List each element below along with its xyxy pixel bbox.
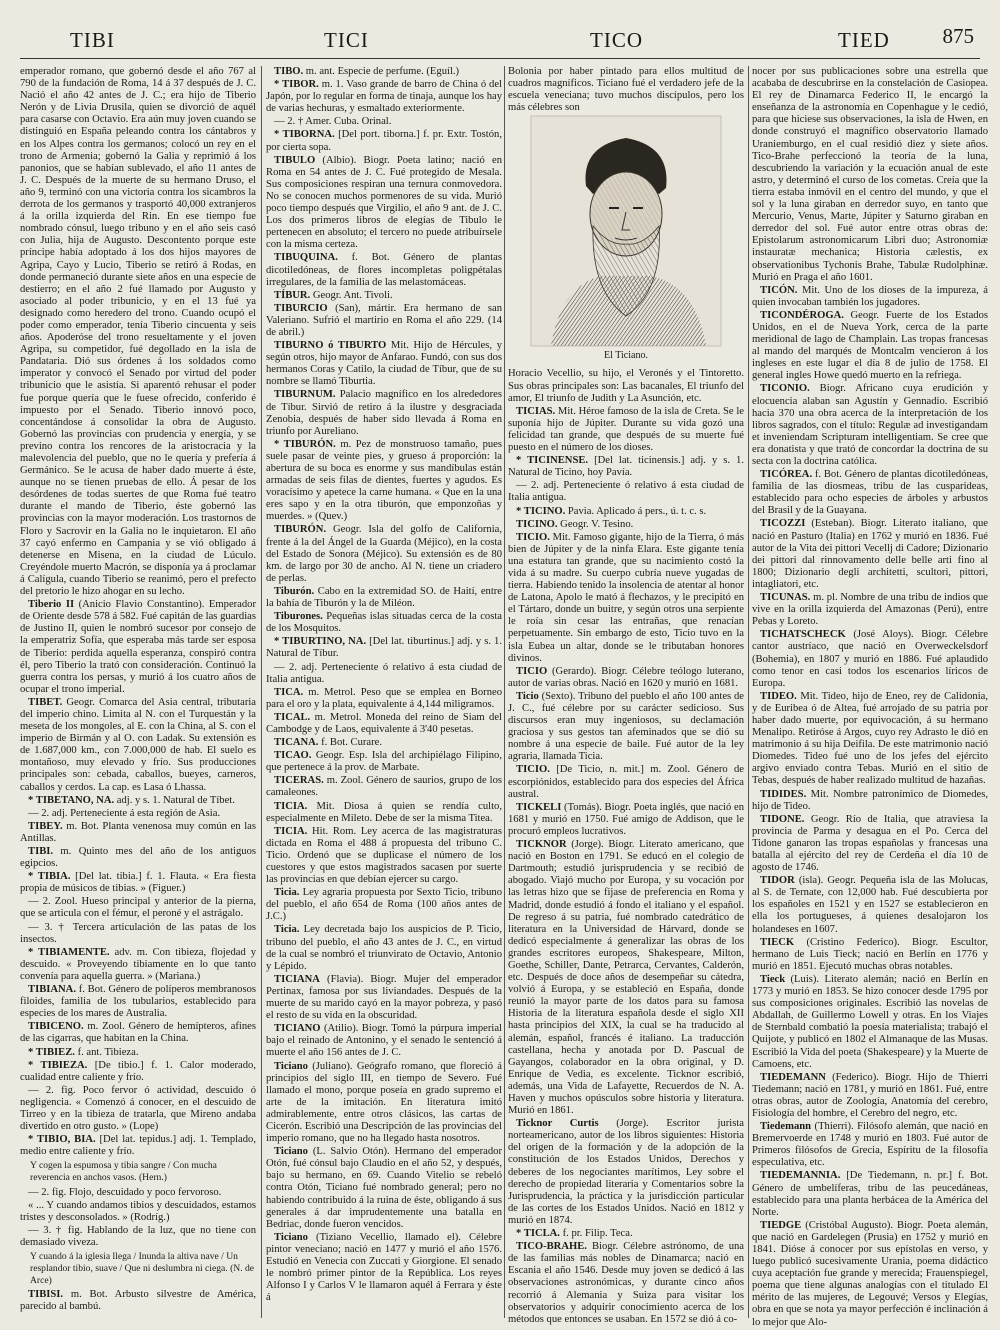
- entry-headword: TIDOR: [760, 875, 795, 887]
- dictionary-entry: [266, 924, 502, 972]
- dictionary-entry: [752, 629, 988, 689]
- entry-headword: TICONIO.: [760, 383, 810, 395]
- entry-headword: TIBURCIO: [274, 302, 328, 314]
- dictionary-entry: [266, 252, 502, 288]
- entry-headword: TICUNAS.: [760, 592, 811, 604]
- dictionary-entry: [266, 1232, 502, 1305]
- text-column-1: [20, 66, 256, 1316]
- entry-headword: TIBIANA.: [28, 984, 76, 996]
- dictionary-entry: [266, 66, 502, 78]
- entry-text: m. Bot. Planta venenosa muy común en las Antillas.: [20, 820, 256, 844]
- entry-text: Geogr. Fuerte de los Estados Unidos, en el de Nueva York, cerca de la parte meridional de lago de Champlain. Las tropas francesas al mando del marqués de Montcalm vencieron á los ingleses en este lugar el día 8 de julio de 1758. El general ingles Howe quedó muerto en la refriega.: [752, 309, 988, 382]
- dictionary-entry: [752, 469, 988, 517]
- dictionary-entry: [20, 1047, 256, 1059]
- dictionary-entry: [508, 406, 744, 454]
- entry-text: f. ant. Tibieza.: [74, 1046, 139, 1058]
- entry-text: [De tibio.] f. 1. Calor moderado, cualidad entre caliente y frío.: [20, 1059, 257, 1083]
- entry-headword: TICIO.: [516, 764, 550, 776]
- entry-text: — 2. fig. Poco fervor ó actividad, descuido ó negligencia. « Comenzó á conocer, en el descuido de Tirreo y en la tibieza de tratarla, que Mireno andaba divertido en otro gusto. » (Lope): [20, 1084, 256, 1133]
- entry-headword: TICANA.: [274, 737, 319, 749]
- entry-headword: * TICINO.: [516, 505, 566, 517]
- entry-text: (Tomás). Biogr. Poeta inglés, que nació en 1681 y murió en 1750. Fué amigo de Addison, que le procuró empleos lucrativos.: [508, 801, 744, 837]
- entry-headword: TIBULO: [274, 154, 316, 166]
- entry-headword: TICINO.: [516, 518, 558, 530]
- entry-text: m. Bot. Arbusto silvestre de América, parecido al bambú.: [20, 1289, 256, 1313]
- dictionary-entry: [508, 506, 744, 518]
- entry-text: (Cristóbal Augusto). Biogr. Poeta alemán, que nació en Gardelegen (Prusia) en 1752 y murió en 1841. Dióse á conocer por sus epístolas en verso, y luego publicó sucesivamente Urania, poema didáctico cuya aceptación fue grande y merecida; Frauenspiegel, poema que tiene algunas analogías con el titulado El mérito de las mujeres, de Legouvé; Versos y Elegías, obra en que se nota ya mayor perfección é inclinación á lo mejor que Alo-: [752, 1219, 988, 1328]
- entry-headword: TIDEO.: [760, 690, 797, 702]
- entry-text: Geogr. V. Tesino.: [557, 518, 634, 530]
- entry-text: (Albio). Biogr. Poeta latino; nació en Roma en 54 antes de J. C. Fué protegido de Mesala. Sus composiciones respiran una ternura conmovedora. No se conocen muchos pormenores de su vida. Murió poco tiempo después que Virgilio, el año 9 ant. de J. C. Los dos primeros libros de elegías de Tibulo le pertenecen en absoluto; el tercero no puede atribuírsele con la misma certeza.: [266, 154, 502, 251]
- dictionary-entry: [20, 1289, 256, 1313]
- page-header: [0, 0, 1000, 62]
- entry-headword: TIBURNUM.: [274, 389, 336, 401]
- dictionary-entry: [30, 1160, 256, 1184]
- dictionary-entry: [508, 691, 744, 764]
- entry-text: Mit. Nombre patronímico de Diomedes, hijo de Tideo.: [752, 788, 988, 812]
- dictionary-entry: [508, 66, 744, 114]
- guide-word-3: TICO: [590, 28, 643, 52]
- entry-text: m. Pez de monstruoso tamaño, pues suele pasar de veinte pies, y grueso á proporción: la abertura de su boca es enorme y sus mandíbulas están armadas de seis filas de dientes, fuertes y agudos. Es voracísimo y apetece la carne humana. « Que en la una eres sapo y en la otra tiburón, que emponzoñas y muerdes. » (Quev.): [266, 438, 502, 523]
- dictionary-entry: [20, 896, 256, 920]
- entry-text: [Del port. tiborna.] f. pr. Extr. Tostón, por cierta sopa.: [266, 129, 502, 153]
- entry-headword: TICKNOR: [516, 839, 567, 851]
- entry-text: — 2. adj. Perteneciente ó relativo á esta ciudad de Italia antigua.: [508, 480, 744, 504]
- entry-text: (Sexto). Tribuno del pueblo el año 100 antes de J. C., fué célebre por su carácter sedicioso. Sus discursos eran muy ingeniosos, su declamación graciosa y sus gestos tan afeminados que se dió su nombre á una especie de baile. Fué autor de la ley agraria, llamada Ticia.: [508, 690, 744, 763]
- dictionary-entry: [266, 712, 502, 736]
- entry-headword: Tiburón.: [274, 585, 315, 597]
- dictionary-entry: [20, 1225, 256, 1249]
- dictionary-entry: [20, 1134, 256, 1158]
- entry-text: Geogr. Isla del golfo de California, frente á la del Ángel de la Guarda (Méjico), en la costa del Estado de Sonora (Méjico). Su extensión es de 80 km. de largo por 30 de ancho. Al N. tiene un criadero de perlas.: [266, 524, 502, 584]
- dictionary-entry: [508, 519, 744, 531]
- entry-headword: TICIA.: [274, 800, 308, 812]
- entry-text: (Flavia). Biogr. Mujer del emperador Pertinax, famosa por sus liviandades. Después de la muerte de su marido cayó en la mayor pobreza, y pasó el resto de su vida en la obscuridad.: [266, 973, 502, 1022]
- entry-headword: TIBET.: [28, 696, 63, 708]
- entry-text: — 3. † fig. Hablando de la luz, que no tiene con demasiado viveza.: [20, 1224, 256, 1248]
- dictionary-entry: [20, 922, 256, 946]
- entry-text: Y cogen la espumosa y tibia sangre / Con mucha reverencia en anchos vasos. (Hern.): [30, 1160, 217, 1184]
- entry-headword: TICA.: [274, 686, 304, 698]
- text-column-4: [752, 66, 988, 1328]
- entry-text: Y cuando á la iglesia llega / Inunda la altiva nave / Un resplandor tibio, suave / Que ni deslumbra ni ciega. (N. de Arce): [30, 1251, 255, 1287]
- dictionary-entry: [752, 875, 988, 935]
- dictionary-entry: [20, 599, 256, 696]
- entry-headword: TIDONE.: [760, 813, 805, 825]
- entry-headword: Ticia.: [274, 924, 300, 936]
- entry-headword: TIEDEMANNIA.: [760, 1170, 841, 1182]
- figure-caption: El Ticiano.: [604, 350, 648, 362]
- entry-headword: TIEDEMANN: [760, 1071, 826, 1083]
- entry-text: (Jorge). Escritor jurista norteamericano, autor de los libros siguientes: Historia del origen de la formación y de la adopción de la constitución de los Estados Unidos, Derechos y deberes de los negociantes marítimos, Ley sobre el derecho de propiedad literaria y Comentarios sobre la Jurisprudencia, la práctica y la jurisdicción particular de las cortes de los Estados Unidos. Nació en 1812 y murió en 1874.: [508, 1118, 744, 1226]
- column-divider: [748, 66, 749, 1318]
- entry-text: Ley decretada bajo los auspicios de P. Ticio, tribuno del pueblo, el año 43 antes de J. C., en virtud de la cual se nombró el triunvirato de Octavio, Antonio y Lépido.: [266, 924, 502, 972]
- entry-text: nocer por sus publicaciones sobre una estrella que acababa de descubrirse en la constelación de Casiopea. El rey de Dinamarca Federico II, le encargó la enseñanza de la astronomía en Copenhague y le cedió, para que hiciese sus observaciones, la isla de Hwen, en donde construyó el magnífico observatorio llamado Uraniemburgo, en el cual residió diez y siete años. Tico-Brahe perfeccionó la teoría de la luna, descubriendo la variación y la ecuación anual de este astro, y determinó el curso de los cometas. Creía que la tierra estaba inmóvil en el centro del mundo, y que el sol y la luna giraban en derredor suyo, en tanto que Mercurio, Venus, Marte, Júpiter y Saturno giraban en derredor del sol. Fué autor entre otras obras de: Epistolarum astronomicarum Libri duo; Astronomiæ instauratæ mechanica; Historia cælestis, ex observationibus Tychonis Brahe, Tabulæ Rudolphinæ. Murió en Praga el año 1601.: [752, 66, 988, 283]
- entry-text: Biogr. Célebre astrónomo, de una de las familias más nobles de Dinamarca; nació en Escania el año 1546. Desde muy joven se dedicó á las observaciones astronómicas, y durante cinco años recorrió á Alemania y Suiza para visitar los observatorios y adquirir conocimiento acerca de los métodos que entonces se usaban. En 1572 se dió á co-: [508, 1241, 744, 1325]
- entry-headword: TICÓREA.: [760, 469, 813, 481]
- dictionary-entry: [20, 66, 256, 598]
- guide-word-4: TIED: [838, 28, 890, 52]
- entry-headword: TIBI.: [28, 846, 54, 857]
- dictionary-entry: [508, 839, 744, 1117]
- entry-text: Palacio magnífico en los alrededores de Tíbur. Sirvió de retiro á la ilustre y desgraciada Zenobia, después de haber sido llevada á Roma en triunfo por Aureliano.: [266, 389, 502, 437]
- dictionary-entry: [20, 1200, 256, 1224]
- dictionary-entry: [508, 764, 744, 800]
- entry-headword: TICERAS.: [274, 775, 324, 787]
- entry-text: Geogr. Río de Italia, que atraviesa la provincia de Parma y desagua en el Po. Cerca del Tidone ganaron las tropas españolas y francesas una batalla al ejército del rey de Cerdeña el día 10 de agosto de 1746.: [752, 813, 988, 874]
- entry-headword: TICIA.: [274, 825, 308, 837]
- entry-headword: Ticknor Curtis: [516, 1118, 599, 1130]
- dictionary-entry: [266, 389, 502, 437]
- dictionary-entry: [266, 290, 502, 302]
- entry-text: [Del lat. ticinensis.] adj. y s. 1. Natural de Ticino, hoy Pavía.: [508, 455, 744, 479]
- dictionary-entry: [266, 340, 502, 388]
- entry-headword: TICÓN.: [760, 284, 798, 296]
- entry-headword: * TIBURÓN.: [274, 438, 336, 450]
- page-number: 875: [942, 24, 974, 48]
- entry-text: Mit. Famoso gigante, hijo de la Tierra, ó más bien de Júpiter y de la ninfa Elara. Este gigante tenía una estatura tan grande, que su nacimiento costó la vida á su madre. Su cuerpo cubría nueve yugadas de tierra. Habiendo tenido la insolencia de atentar al honor de Latona, Apolo le mató á flechazos, y le precipitó en el Tártaro, donde un buitre, y según otros una serpiente le roía sin cesar las entrañas, que renacían perpetuamente. Sin embargo de esto, Ticio tuvo en la isla Eubea un altar, donde se le tributaban honores divinos.: [508, 531, 744, 664]
- dictionary-entry: [266, 116, 502, 128]
- entry-text: Mit. Héroe famoso de la isla de Creta. Se le suponía hijo de Júpiter. Durante su vida gozó una felicidad tan grande, que después de su muerte fué puesto en el número de los dioses.: [508, 405, 744, 454]
- entry-text: f. Bot. Género de plantas dicotiledóneas, familia de las diosmeas, tribu de las cusparideas, establecido para ocho especies de árboles y arbustos del Brasil y de la Guayana.: [752, 469, 988, 517]
- entry-text: — 2. adj. Perteneciente ó relativo á esta ciudad de Italia antigua.: [266, 661, 502, 685]
- dictionary-entry: [508, 455, 744, 479]
- entry-text: (isla). Geogr. Pequeña isla de las Molucas, al S. de Ternate, con 12,000 hab. Fué descubierta por los españoles en 1521 y en 1527 se establecieron en ella los portugueses, á quienes desalojaron los holandeses en 1607.: [752, 875, 988, 935]
- entry-text: Horacio Vecellio, su hijo, el Veronés y el Tintoretto. Sus obras principales son: Las bacanales, El triunfo del amor, El triunfo de Judith y La Asunción, etc.: [508, 368, 744, 404]
- dictionary-entry: [508, 1228, 744, 1240]
- entry-headword: TICAL.: [274, 711, 311, 723]
- entry-text: Pavia. Aplicado á pers., ú. t. c. s.: [565, 505, 707, 517]
- entry-headword: * TIBETANO, NA.: [28, 794, 115, 806]
- entry-text: f. Bot. Curare.: [318, 737, 383, 749]
- entry-text: m. pl. Nombre de una tribu de indios que vive en la orilla izquierda del Amazonas (Perú), entre Pebas y Loreto.: [752, 592, 988, 628]
- dictionary-entry: [266, 1061, 502, 1146]
- dictionary-entry: [266, 155, 502, 252]
- entry-text: — 2. adj. Perteneciente á esta región de Asia.: [28, 807, 221, 819]
- entry-headword: Tieck: [760, 973, 786, 985]
- entry-text: [De Ticio, n. mit.] m. Zool. Género de escorpiónidos, establecido para dos especies del África austral.: [508, 764, 744, 800]
- entry-text: [Del lat. tepidus.] adj. 1. Templado, medio entre caliente y frío.: [20, 1134, 257, 1158]
- entry-text: Biogr. Africano cuya erudición y elocuencia alaban san Agustín y Gennadio. Escribió hacia 370 una obra acerca de la interpretación de los libros sagrados, con el título: Regulæ ad investigandam et inveniendam Scripturam intelligentiam. Se cree que era donatista y que trató de concordar la doctrina de su secta con la doctrina católica.: [752, 383, 988, 467]
- column-divider: [504, 66, 505, 1318]
- dictionary-entry: [20, 1085, 256, 1133]
- dictionary-entry: [266, 1146, 502, 1231]
- entry-headword: TIBICENO.: [28, 1021, 84, 1033]
- entry-headword: TIDIDES.: [760, 788, 807, 800]
- entry-text: Pequeñas islas situadas cerca de la costa de los Mosquitos.: [266, 611, 502, 635]
- entry-headword: TICIO.: [516, 531, 550, 543]
- dictionary-entry: [752, 518, 988, 591]
- dictionary-entry: [266, 687, 502, 711]
- dictionary-entry: [20, 821, 256, 845]
- dictionary-entry: [20, 947, 256, 983]
- dictionary-entry: [752, 285, 988, 309]
- dictionary-entry: [20, 871, 256, 895]
- entry-text: (Thierri). Filósofo alemán, que nació en Bremervoerde en 1748 y murió en 1803. Fué autor de Primeros filósofos de Grecia, Espíritu de la filosofía especulativa, etc.: [752, 1121, 988, 1169]
- text-column-3: [508, 66, 744, 1325]
- entry-text: m. ant. Especie de perfume. (Eguíl.): [303, 66, 460, 77]
- dictionary-entry: [266, 662, 502, 686]
- entry-text: m. 1. Vaso grande de barro de China ó del Japón, por lo regular en forma de tinaja, aunque los hay de varias hechuras, y esmaltado exteriormente.: [266, 79, 502, 115]
- entry-text: (Juliano). Geógrafo romano, que floreció á principios del siglo III, en tiempo de Severo. Fué llamado el mono, porque poseía en grado supremo el arte de la imitación. En literatura imitó admirablemente, entre otros clásicos, las cartas de Cicerón. Escribió una Descripción de las provincias del imperio romano, que no ha llegado hasta nosotros.: [266, 1060, 502, 1145]
- entry-text: (José Aloys). Biogr. Célebre cantor austríaco, que nació en Overweckelsdorf (Bohemia), en 1807 y murió en 1886. Fué aplaudido como tenor en casi todos los escenarios líricos de Europa.: [752, 629, 988, 689]
- entry-headword: TICIAS.: [516, 405, 556, 417]
- entry-text: « ... Y cuando andamos tibios y descuidados, estamos tristes y desconsolados. » (Rodríg.): [20, 1199, 256, 1223]
- dictionary-entry: [752, 1220, 988, 1329]
- entry-headword: TIEDGE: [760, 1219, 802, 1231]
- entry-headword: TICKELI: [516, 801, 562, 813]
- entry-headword: * TIBIEZ.: [28, 1046, 75, 1058]
- dictionary-entry: [752, 937, 988, 973]
- dictionary-entry: [752, 383, 988, 468]
- portrait-figure: [508, 116, 744, 346]
- dictionary-entry: [752, 974, 988, 1071]
- entry-headword: Ticia.: [274, 887, 300, 899]
- dictionary-entry: [266, 611, 502, 635]
- entry-headword: * TIBIO, BIA.: [28, 1134, 96, 1146]
- entry-headword: TICOZZI: [760, 518, 806, 530]
- entry-text: Geogr. Ant. Tivoli.: [310, 289, 393, 301]
- entry-text: (San), mártir. Era hermano de san Valeriano. Sufrió el martirio en Roma el año 229. (14 de abril.): [266, 302, 502, 338]
- entry-text: Geogr. Esp. Isla del archipiélago Filipino, que pertenece á la prov. de Marbate.: [266, 750, 502, 774]
- dictionary-entry: [508, 1118, 744, 1227]
- entry-headword: Ticiano: [274, 1146, 308, 1158]
- dictionary-entry: [266, 79, 502, 115]
- dictionary-entry: [266, 439, 502, 524]
- entry-headword: TICIANO: [274, 1023, 321, 1035]
- dictionary-entry: [20, 1021, 256, 1045]
- entry-headword: TIBURNO ó TIBURTO: [274, 340, 387, 352]
- dictionary-entry: [20, 1187, 256, 1199]
- dictionary-entry: [508, 1241, 744, 1326]
- column-divider: [261, 66, 262, 1318]
- entry-text: [Del lat. tiburtinus.] adj. y s. 1. Natural de Tíbur.: [266, 636, 502, 660]
- entry-text: f. Bot. Género de plantas dicotiledóneas, de flores incompletas poligpétalas irregulares, de la familia de las melastomáceas.: [266, 252, 502, 288]
- entry-text: f. pr. Filip. Teca.: [559, 1228, 633, 1240]
- entry-text: (L. Salvio Otón). Hermano del emperador Otón, fué cónsul bajo Claudio en el año 52, y después, bajo su hermano, en 69. Cuando Vitelio se rebeló contra Otón, Ticiano fué nombrado general; pero no habiendo contribuido á la ruina de éste, obligando á sus generales á dar imprudentemente una batalla en Bedriac, donde fueron vencidos.: [266, 1146, 502, 1230]
- entry-headword: TIBISI.: [28, 1289, 64, 1301]
- dictionary-entry: [752, 691, 988, 788]
- entry-headword: TICO-BRAHE.: [516, 1241, 587, 1253]
- dictionary-entry: [266, 636, 502, 660]
- dictionary-entry: [266, 129, 502, 153]
- dictionary-entry: [266, 801, 502, 825]
- entry-text: m. Metrol. Peso que se emplea en Borneo para el oro y la plata, equivalente á 4,144 miligramos.: [266, 686, 502, 710]
- entry-headword: TIBEY.: [28, 820, 63, 832]
- entry-text: Ley agraria propuesta por Sexto Ticio, tribuno del pueblo, el año 654 de Roma (100 años antes de J.C.): [266, 887, 502, 923]
- entry-headword: * TIBOR.: [274, 79, 319, 91]
- entry-headword: TICONDÉROGA.: [760, 309, 844, 321]
- dictionary-entry: [752, 310, 988, 383]
- entry-text: m. Metrol. Moneda del reino de Siam del Cambodge y de Laos, equivalente á 3'40 pesetas.: [266, 711, 502, 735]
- entry-text: f. Bot. Género de políperos membranosos filoides, familia de los tubularios, establecido para especies de los mares de Australia.: [20, 984, 256, 1020]
- dictionary-entry: [508, 802, 744, 838]
- dictionary-entry: [508, 532, 744, 665]
- entry-headword: Ticiano: [274, 1231, 308, 1243]
- entry-text: — 2. † Amer. Cuba. Orinal.: [274, 116, 392, 128]
- text-column-2: [266, 66, 502, 1316]
- entry-text: — 2. Zool. Hueso principal y anterior de la pierna, que se articula con el fémur, el peroné y el astrágalo.: [20, 896, 256, 920]
- entry-text: Hit. Rom. Ley acerca de las magistraturas dictada en Roma el 488 á propuesta del tribuno C. Ticio. Ordenó que se duplicase el número de los cuestores y que estos magistrados sacasen por suerte las provincias en que debían ejercer su cargo.: [266, 825, 502, 886]
- entry-headword: TIBUQUINA.: [274, 252, 338, 264]
- entry-text: — 2. fig. Flojo, descuidado y poco fervoroso.: [28, 1186, 222, 1198]
- dictionary-entry: [752, 789, 988, 813]
- entry-text: Bolonia por haber pintado para ellos multitud de cuadros magníficos. Ticiano fué el verdadero jefe de la escuela veneciana; tuvo muchos discípulos, pero los más célebres son: [508, 66, 744, 114]
- entry-headword: * TIBIEZA.: [28, 1059, 88, 1071]
- entry-text: Mit. Diosa á quien se rendía culto, especialmente en Mileto. Debe de ser la misma Titea.: [266, 800, 502, 824]
- entry-headword: TIBO.: [274, 66, 304, 77]
- entry-text: (Esteban). Biogr. Literato italiano, que nació en Pasturo (Italia) en 1762 y murió en 1836. Fué autor de la Vita dei pittori Vecellj di Cadore; Dizionario dei pittori dal rinnovamento delle belle arti fino al 1800; Dizionario degli architetti, scultori, pittori, intagliatori, etc.: [752, 518, 988, 590]
- dictionary-entry: [508, 666, 744, 690]
- dictionary-entry: [752, 1072, 988, 1120]
- entry-headword: TICIANA: [274, 973, 320, 985]
- dictionary-entry: [752, 814, 988, 874]
- dictionary-entry: [20, 697, 256, 794]
- entry-text: [Del lat. tibia.] f. 1. Flauta. « Era fiesta propia de músicos de tibias. » (Figuer.): [20, 871, 256, 895]
- entry-text: (Luis). Literato alemán; nació en Berlín en 1773 y murió en 1853. Se hizo conocer desde 1795 por sus composiciones originales. Escribió las novelas de Abdallah, de Guillermo Lowell y otras. En los Viajes de Sternbald combatió la poesía materialista; trabajó el Quijote, y publicó en 1802 el Almanaque de las Musas. Escribió la Vida del poeta (Shakespeare) y la Muerte de Camoens, etc.: [752, 973, 988, 1070]
- dictionary-entry: [752, 1170, 988, 1218]
- guide-word-1: TIBI: [70, 28, 115, 52]
- entry-text: Mit. Uno de los dioses de la impureza, á quien invocaban también los jugadores.: [752, 284, 988, 308]
- entry-text: (Anicio Flavio Constantino). Emperador de Oriente desde 578 á 582. Fué capitán de las guardias de Justino II, quien le nombró sucesor por consejo de la emperatriz Sofía, que esperaba más tarde ser esposa de Tiberio: perdida aquella esperanza, conspiró contra él, pero Tiberio la trató con consideración. Continuó la guerra contra los persas, y murió á los cuatro años de ocupar el trono imperial.: [20, 599, 256, 695]
- entry-headword: TIECK: [760, 936, 795, 948]
- entry-headword: Tiburones.: [274, 611, 323, 623]
- entry-text: Mit. Tideo, hijo de Eneo, rey de Calidonia, y de Euribea ó de Altea, fué arrojado de su patria por haber dado muerte, por equivocación, á su hermano Menalipo. Retiróse á Argos, cuyo rey Adrasto le dió en matrimonio á su hija Deifila. De este matrimonio nació Diomedes. Tideo fué uno de los jefes del ejército argivo enviado contra Tebas. Murió en el sitio de Tebas, después de haber realizado multitud de hazañas.: [752, 690, 988, 787]
- dictionary-entry: [266, 750, 502, 774]
- dictionary-entry: [266, 775, 502, 799]
- entry-headword: Tiedemann: [760, 1121, 812, 1133]
- dictionary-entry: [20, 1060, 256, 1084]
- entry-headword: * TIBURTINO, NA.: [274, 636, 367, 648]
- header-rule: [20, 58, 980, 59]
- dictionary-entry: [508, 480, 744, 504]
- entry-headword: * TIBIA.: [28, 871, 71, 883]
- dictionary-entry: [20, 984, 256, 1020]
- entry-text: — 3. † Tercera articulación de las patas de los insectos.: [20, 921, 256, 945]
- entry-text: [De Tiedemann, n. pr.] f. Bot. Género de umbelíferas, tribu de las peucedáneas, establecido para una planta herbácea de la América del Norte.: [752, 1170, 988, 1218]
- entry-text: Mit. Hijo de Hércules, y según otros, hijo mayor de Anfarao. Fundó, con sus dos hermanos Coras y Catilo, la ciudad de Tíbur, que de su nombre se llamó Tiburtia.: [266, 340, 502, 388]
- guide-word-2: TICI: [324, 28, 369, 52]
- entry-text: adv. m. Con tibieza, flojedad y descuido. « Proveyendo tibiamente en lo que tanto convenía para aquella guerra. » (Mariana.): [20, 946, 256, 982]
- entry-text: Cabo en la extremidad SO. de Haití, entre la bahía de Tiburón y la de Miléon.: [266, 585, 502, 610]
- dictionary-entry: [752, 66, 988, 284]
- entry-headword: TICAO.: [274, 750, 312, 762]
- dictionary-entry: [508, 368, 744, 404]
- entry-text: (Atilio). Biogr. Tomó la púrpura imperial bajo el reinado de Antonino, y el senado le sentenció á muerte el año 156 antes de J. C.: [266, 1023, 502, 1059]
- entry-text: m. Quinto mes del año de los antiguos egipcios.: [20, 846, 256, 870]
- entry-headword: * TICLA.: [516, 1228, 560, 1240]
- entry-text: m. Zool. Género de saurios, grupo de los camaleones.: [266, 775, 502, 799]
- entry-text: adj. y s. 1. Natural de Tíbet.: [114, 794, 235, 806]
- entry-text: m. Zool. Género de hemípteros, afines de las cigarras, que habitan en la China.: [20, 1021, 256, 1045]
- entry-headword: TICHATSCHECK: [760, 629, 846, 641]
- dictionary-entry: [752, 592, 988, 628]
- entry-headword: * TIBORNA.: [274, 129, 335, 141]
- entry-headword: TICIO: [516, 665, 548, 677]
- dictionary-entry: [266, 974, 502, 1022]
- entry-headword: TIBURÓN.: [274, 524, 327, 536]
- entry-headword: Ticiano: [274, 1060, 308, 1072]
- entry-headword: TÍBUR.: [274, 289, 311, 301]
- titian-portrait-engraving: [531, 116, 721, 346]
- entry-text: (Jorge). Biogr. Literato americano, que nació en Boston en 1791. Se educó en el colegio de Dartmouth; estudió jurisprudencia y se recibió de abogado. Viajó mucho por Europa, y su vocación por las letras hizo que se fijase de preferencia en Roma y Madrid, donde estudió á fondo el italiano y el español. De regreso á su patria, fué nombrado catedrático de literatura en la Universidad de Hárvard, donde se dedicó especialmente á generalizar las obras de los grandes escritores europeos, Shakespeare, Milton, Goethe, Schiller, Dante, Petrarca, Cervantes, Calderón, etc. Después de doce años de desempeñar su cátedra, volvió á Europa, y se estableció en España, donde reunió la mayor parte de los datos para su famosa Historia de la literatura española desde el siglo XII hasta principios del XIX, la cual se ha traducido al alemán, español, francés é italiano. La traducción castellana, hecha y anotada por D. Pascual de Gayangos, colaborador en la obra original, y D. Enrique de Vedia, es excelente. Ticknor escribió, además, una Vida de Lafayette, Recuerdos de N. A. Haven y muchos opúsculos sobre historia y literatura. Murió en 1861.: [508, 839, 744, 1117]
- entry-text: (Federico). Biogr. Hijo de Thierri Tiedemann; nació en 1781, y murió en 1861. Fué, entre otras obras, autor de Zoología, Anatomía del cerebro, Fisiología del hombre, el Cerebro del negro, etc.: [752, 1071, 988, 1119]
- dictionary-entry: [20, 846, 256, 870]
- dictionary-entry: [266, 887, 502, 923]
- dictionary-entry: [266, 737, 502, 749]
- dictionary-entry: [20, 795, 256, 807]
- dictionary-entry: [266, 524, 502, 584]
- entry-text: (Gerardo). Biogr. Célebre teólogo luterano, autor de varias obras. Nació en 1620 y murió en 1681.: [508, 665, 744, 689]
- entry-text: (Tiziano Vecellio, llamado el). Célebre pintor veneciano; nació en 1477 y murió el año 1576. Estudió en Venecia con Zuccati y Giorgione. El senado le nombró primer pintor de la República. Los reyes Alfonso I y Carlos V le llamaron aquél á Ferrara y éste á: [266, 1231, 502, 1304]
- dictionary-entry: [20, 808, 256, 820]
- entry-headword: * TICINENSE.: [516, 455, 589, 467]
- dictionary-entry: [30, 1251, 256, 1287]
- entry-headword: Ticio: [516, 690, 539, 702]
- entry-headword: * TIBIAMENTE.: [28, 946, 110, 958]
- dictionary-entry: [752, 1121, 988, 1169]
- dictionary-entry: [266, 826, 502, 886]
- entry-text: Geogr. Comarca del Asia central, tributaria del imperio chino. Limita al N. con el Turquestán y la meseta de los mongoles, al E. con la China, al S. con el imperio de Birmán y al O. con Ladak. Su extensión es de 1.687,000 km., con 7.000,000 de hab. El suelo es montañoso, muy elevado y frío. Sus producciones principales son: cebada, caballos, bueyes, carneros, caballos y cerdos. La cap. es Lasa ó Lhassa.: [20, 696, 256, 793]
- entry-text: (Cristino Federico). Biogr. Escultor, hermano de Luis Tieck; nació en Berlín en 1776 y murió en 1851. Ejecutó muchas obras notables.: [752, 936, 988, 972]
- dictionary-entry: [266, 1023, 502, 1059]
- entry-headword: Tiberio II: [28, 599, 75, 611]
- dictionary-entry: [266, 586, 502, 610]
- dictionary-entry: [266, 303, 502, 339]
- entry-text: emperador romano, que gobernó desde el año 767 al 790 de la fundación de Roma, 14 á 37 después de J. C. Nació el año 42 antes de J. C.; era hijo de Tiberio Nerón y de Livia Drusila, quien se divorció de aquél para casarse con Octavio. Era aún muy joven cuando se distinguió en España peleando contra los cántabros y en los Alpes contra los germanos; colocó un rey en el trono de Armenia; gobernó la Galia y reprimió á los panonios, que se habían sublevado, el año 11 antes de J. C. Después de la muerte de su hermano Druso, el año 9, terminó con una victoria contra los sicambros la derrota de los germanos y trasportó 40,000 extranjeros á la orilla izquierda del Rin. En ese tiempo fue nombrado cónsul, luego tribuno y en el año seis casó con Julia, hija de Augusto. Descontento porque este príncipe había adoptado á los dos hijos mayores de Agripa, Cayo y Lucio, Tiberio se retiró á Rodas, en donde permaneció durante siete años en una especie de destierro; en el año 2 fué llamado por Augusto y asociado al poder tribunicio, y en el 13 fué ya designado como heredero del trono. Cuando ocupó el poder como emperador, tenía Tiberio cincuenta y seis años. Apoderóse del trono resueltamente y el joven Agripa, su competidor, fué degollado en la isla de Pandataria. Dió sus órdenes á los soldados como imperator y convocó el Senado por virtud del poder tribunicio que le asistía. Si aparentó rehusar el poder fue porque quería que le fuese ofrecido, conferido é impuesto por el Senado. Tiberio innovó poco, concentándose á consolidar la obra de Augusto. Gobernó las provincias con prudencia y energía, y se previno contra los rencores de la aristocracia y la malevolencia del pueblo, que no le quería y prefería á Germánico. Se le acusa de haber dado muerte á éste, aunque no se tienen pruebas de ello. Á pesar de los desórdenes de todas suertes de que Roma fué teatro durante el mando de Tiberio, éste gobernó las provincias con la mayor moderación. Los trastornos de Floro y Sacrovir en la Galia no le inquietaron. El año 37 cayó enfermo en Campania y se vió obligado á detenerse en Misena, en la ciudad de Lúculo. Creyéndole muerto Macrón, se disponía ya á proclamar á Calígula, cuando Tiberio se reanimó, pero el prefecto del pretorio le hizo ahogar en su lecho.: [20, 66, 256, 598]
